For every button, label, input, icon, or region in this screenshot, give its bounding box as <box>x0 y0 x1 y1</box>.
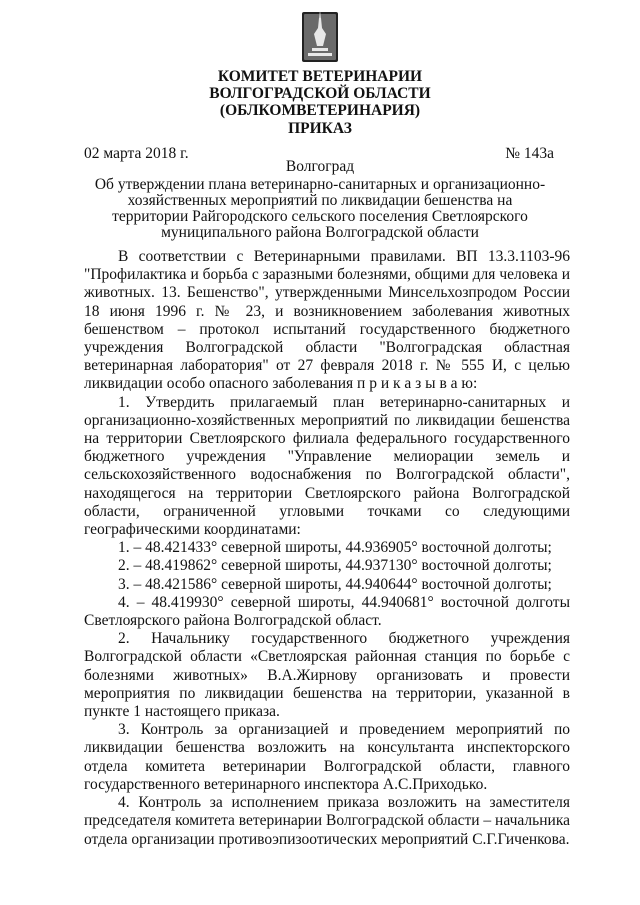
item-1-paragraph: 1. Утвердить прилагаемый план ветеринарно-санитарных и организационно-хозяйственных мероприятий по ликвидации бешенства на территории Светлоярского филиала федерального государственного бюджетного учреждения "Управление мелиорации земель и сельскохозяйственного водоснабжения по Волгоградской области", находящегося на территории Светлоярского района Волгоградской области, ограниченной угловыми точками со следующими географическими координатами: <box>84 393 570 539</box>
item-2-paragraph: 2. Начальнику государственного бюджетного учреждения Волгоградской области «Светлоярская районная станция по борьбе с болезнями животных» В.А.Жирнову организовать и провести мероприятия по ликвидации бешенства на территории, указанной в пункте 1 настоящего приказа. <box>84 630 570 721</box>
order-subject: Об утверждении плана ветеринарно-санитарных и организационно-хозяйственных мероприятий по ликвидации бешенства на территории Райгородского сельского поселения Светлоярского муниципального района Волгоградской области <box>94 176 546 241</box>
header-line-3: (ОБЛКОМВЕТЕРИНАРИЯ) <box>219 102 421 119</box>
document-title: ПРИКАЗ <box>288 120 352 137</box>
document-body <box>84 248 570 849</box>
order-date: 02 марта 2018 г. <box>84 145 189 162</box>
header-line-2: ВОЛГОГРАДСКОЙ ОБЛАСТИ <box>209 85 431 102</box>
city-name: Волгоград <box>285 158 355 175</box>
coat-of-arms-emblem <box>302 6 338 64</box>
item-4-paragraph: 4. Контроль за исполнением приказа возложить на заместителя председателя комитета ветеринарии Волгоградской области – начальника отдела организации противоэпизоотических мероприятий С.Г.Гиченкова. <box>84 794 570 848</box>
intro-paragraph: В соответствии с Ветеринарными правилами. ВП 13.3.1103-96 "Профилактика и борьба с заразными болезнями, общими для человека и животных. 13. Бешенство", утвержденными Минсельхозпродом России 18 июня 1996 г. № 23, и возникновением заболевания животных бешенством – протокол испытаний государственного бюджетного учреждения Волгоградской области "Волгоградская областная ветеринарная лаборатория" от 27 февраля 2018 г. № 555 И, с целью ликвидации особо опасного заболевания п р и к а з ы в а ю: <box>84 248 570 393</box>
order-number: № 143а <box>505 145 554 162</box>
coordinate-2: 2. – 48.419862° северной широты, 44.937130° восточной долготы; <box>118 557 552 575</box>
coordinate-1: 1. – 48.421433° северной широты, 44.936905° восточной долготы; <box>118 539 552 557</box>
coordinate-3: 3. – 48.421586° северной широты, 44.940644° восточной долготы; <box>118 575 552 593</box>
item-3-paragraph: 3. Контроль за организацией и проведением мероприятий по ликвидации бешенства возложить на консультанта инспекторского отдела комитета ветеринарии Волгоградской области, главного государственного ветеринарного инспектора А.С.Приходько. <box>84 721 570 793</box>
coordinate-4: 4. – 48.419930° северной широты, 44.940681° восточной долготы Светлоярского района Волгоградской област. <box>84 593 570 630</box>
header-line-1: КОМИТЕТ ВЕТЕРИНАРИИ <box>217 68 423 85</box>
committee-header <box>0 68 640 119</box>
